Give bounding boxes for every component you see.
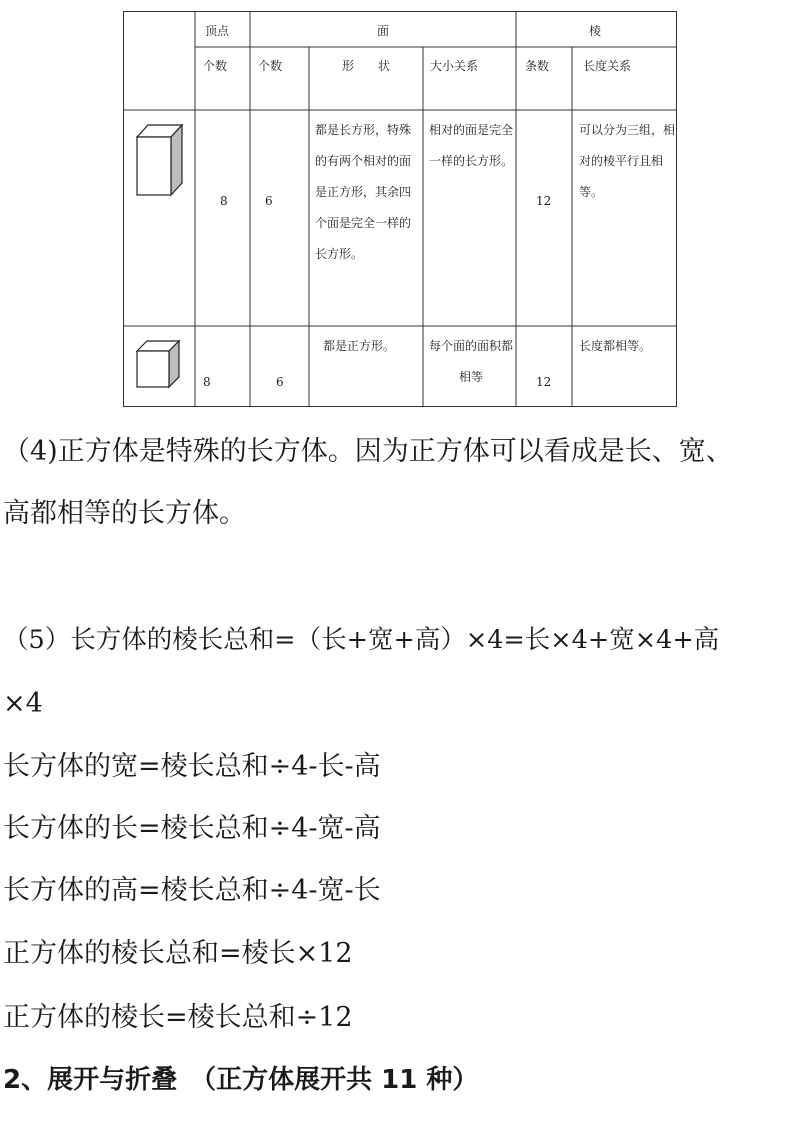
cuboid-face-size: 相对的面是完全一样的长方形。 [429,123,514,168]
cube-icon [135,339,181,389]
cuboid-face-count: 6 [265,194,273,208]
header-face-shape: 形 状 [342,59,391,73]
section-heading-unfold-fold: 2、展开与折叠 （正方体展开共 11 种） [3,1065,479,1095]
paragraph-5-line-1: （5）长方体的棱长总和=（长+宽+高）×4=长×4+宽×4+高 [3,625,720,655]
cube-face-shape: 都是正方形。 [323,339,396,353]
cuboid-vertex-count: 8 [220,194,228,208]
cuboid-cube-comparison-table [123,11,677,407]
cuboid-icon [135,123,187,199]
cuboid-edge-length: 可以分为三组，相对的棱平行且相等。 [579,123,676,199]
formula-cube-edge-sum: 正方体的棱长总和=棱长×12 [3,938,353,969]
header-edge-length: 长度关系 [583,59,632,73]
header-vertex-count: 个数 [203,59,228,73]
header-face-size: 大小关系 [430,59,479,73]
header-vertex: 顶点 [205,24,230,38]
cube-face-size: 每个面的面积都相等 [429,339,514,384]
cube-edge-count: 12 [536,375,552,389]
formula-cube-edge: 正方体的棱长=棱长总和÷12 [3,1002,353,1033]
cube-vertex-count: 8 [203,375,211,389]
paragraph-5-line-2: ×4 [3,688,43,719]
paragraph-4-line-1: （4)正方体是特殊的长方体。因为正方体可以看成是长、宽、 [3,436,733,467]
header-face: 面 [377,24,390,38]
header-edge-count: 条数 [525,59,550,73]
cube-face-count: 6 [276,375,284,389]
formula-cuboid-length: 长方体的长=棱长总和÷4-宽-高 [3,813,381,844]
cuboid-face-shape: 都是长方形，特殊的有两个相对的面是正方形，其余四个面是完全一样的长方形。 [315,123,412,261]
paragraph-4-line-2: 高都相等的长方体。 [3,498,246,529]
cube-edge-length: 长度都相等。 [579,339,652,353]
formula-cuboid-height: 长方体的高=棱长总和÷4-宽-长 [3,875,381,906]
formula-cuboid-width: 长方体的宽=棱长总和÷4-长-高 [3,751,381,782]
header-edge: 棱 [589,24,602,38]
cuboid-edge-count: 12 [536,194,552,208]
header-face-count: 个数 [258,59,283,73]
